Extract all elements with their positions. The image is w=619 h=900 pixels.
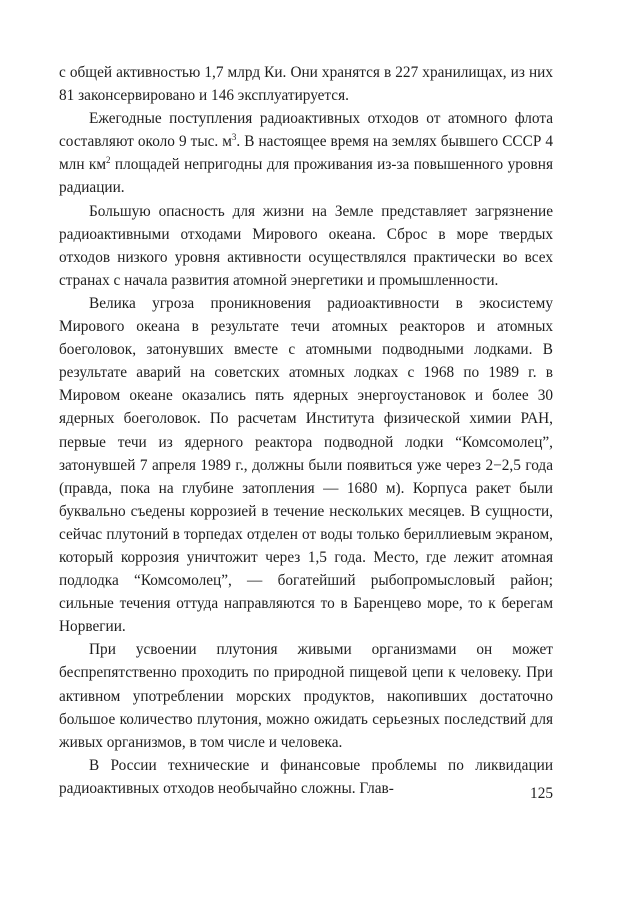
paragraph-text: В России технические и финансовые проблемы по ликвидации радиоактивных отходов необычайно сложны. Глав- bbox=[59, 756, 553, 797]
paragraph bbox=[59, 107, 553, 199]
paragraph bbox=[59, 61, 553, 107]
body-text bbox=[59, 61, 553, 800]
paragraph bbox=[59, 292, 553, 638]
paragraph-text: Ежегодные поступления радиоактивных отходов от атомного флота составляют около 9 тыс. м bbox=[59, 110, 553, 151]
paragraph-text: Большую опасность для жизни на Земле представляет загрязнение радиоактивными отходами Мирового океана. Сброс в море твердых отходов низкого уровня активности осуществлялся практически во всех странах с начала развития атомной энергетики и промышленности. bbox=[59, 202, 553, 289]
superscript: 2 bbox=[106, 155, 111, 166]
paragraph-text: Велика угроза проникновения радиоактивности в экосистему Мирового океана в результате течи атомных реакторов и атомных боеголовок, затонувших вместе с атомными подводными лодками. В результате аварий на советских атомных лодках с 1968 по 1989 г. в Мировом океане оказались пять ядерных энергоустановок и более 30 ядерных боеголовок. По расчетам Института физической химии РАН, первые течи из ядерного реактора подводной лодки “Комсомолец”, затонувшей 7 апреля 1989 г., должны были появиться уже через 2−2,5 года (правда, пока на глубине затопления — 1680 м). Корпуса ракет были буквально съедены коррозией в течение нескольких месяцев. В сущности, сейчас плутоний в торпедах отделен от воды только бериллиевым экраном, который коррозия уничтожит через 1,5 года. Место, где лежит атомная подлодка “Комсомолец”, — богатейший рыбопромысловый район; сильные течения оттуда направляются то в Баренцево море, то к берегам Норвегии. bbox=[59, 294, 553, 636]
paragraph bbox=[59, 754, 553, 800]
paragraph-text: с общей активностью 1,7 млрд Ки. Они хранятся в 227 хранилищах, из них 81 законсервировано и 146 эксплуатируется. bbox=[59, 64, 553, 105]
paragraph-text: . В настоящее время на землях бывшего СССР 4 млн км bbox=[59, 133, 553, 174]
paragraph-text: площадей непригодны для проживания из-за повышенного уровня радиации. bbox=[59, 156, 553, 197]
paragraph-text: При усвоении плутония живыми организмами он может беспрепятственно проходить по природной пищевой цепи к человеку. При активном употреблении морских продуктов, накопивших достаточно большое количество плутония, можно ожидать серьезных последствий для живых организмов, в том числе и человека. bbox=[59, 641, 553, 751]
superscript: 3 bbox=[231, 132, 237, 143]
paragraph bbox=[59, 200, 553, 292]
page-number: 125 bbox=[530, 785, 553, 802]
paragraph bbox=[59, 638, 553, 753]
